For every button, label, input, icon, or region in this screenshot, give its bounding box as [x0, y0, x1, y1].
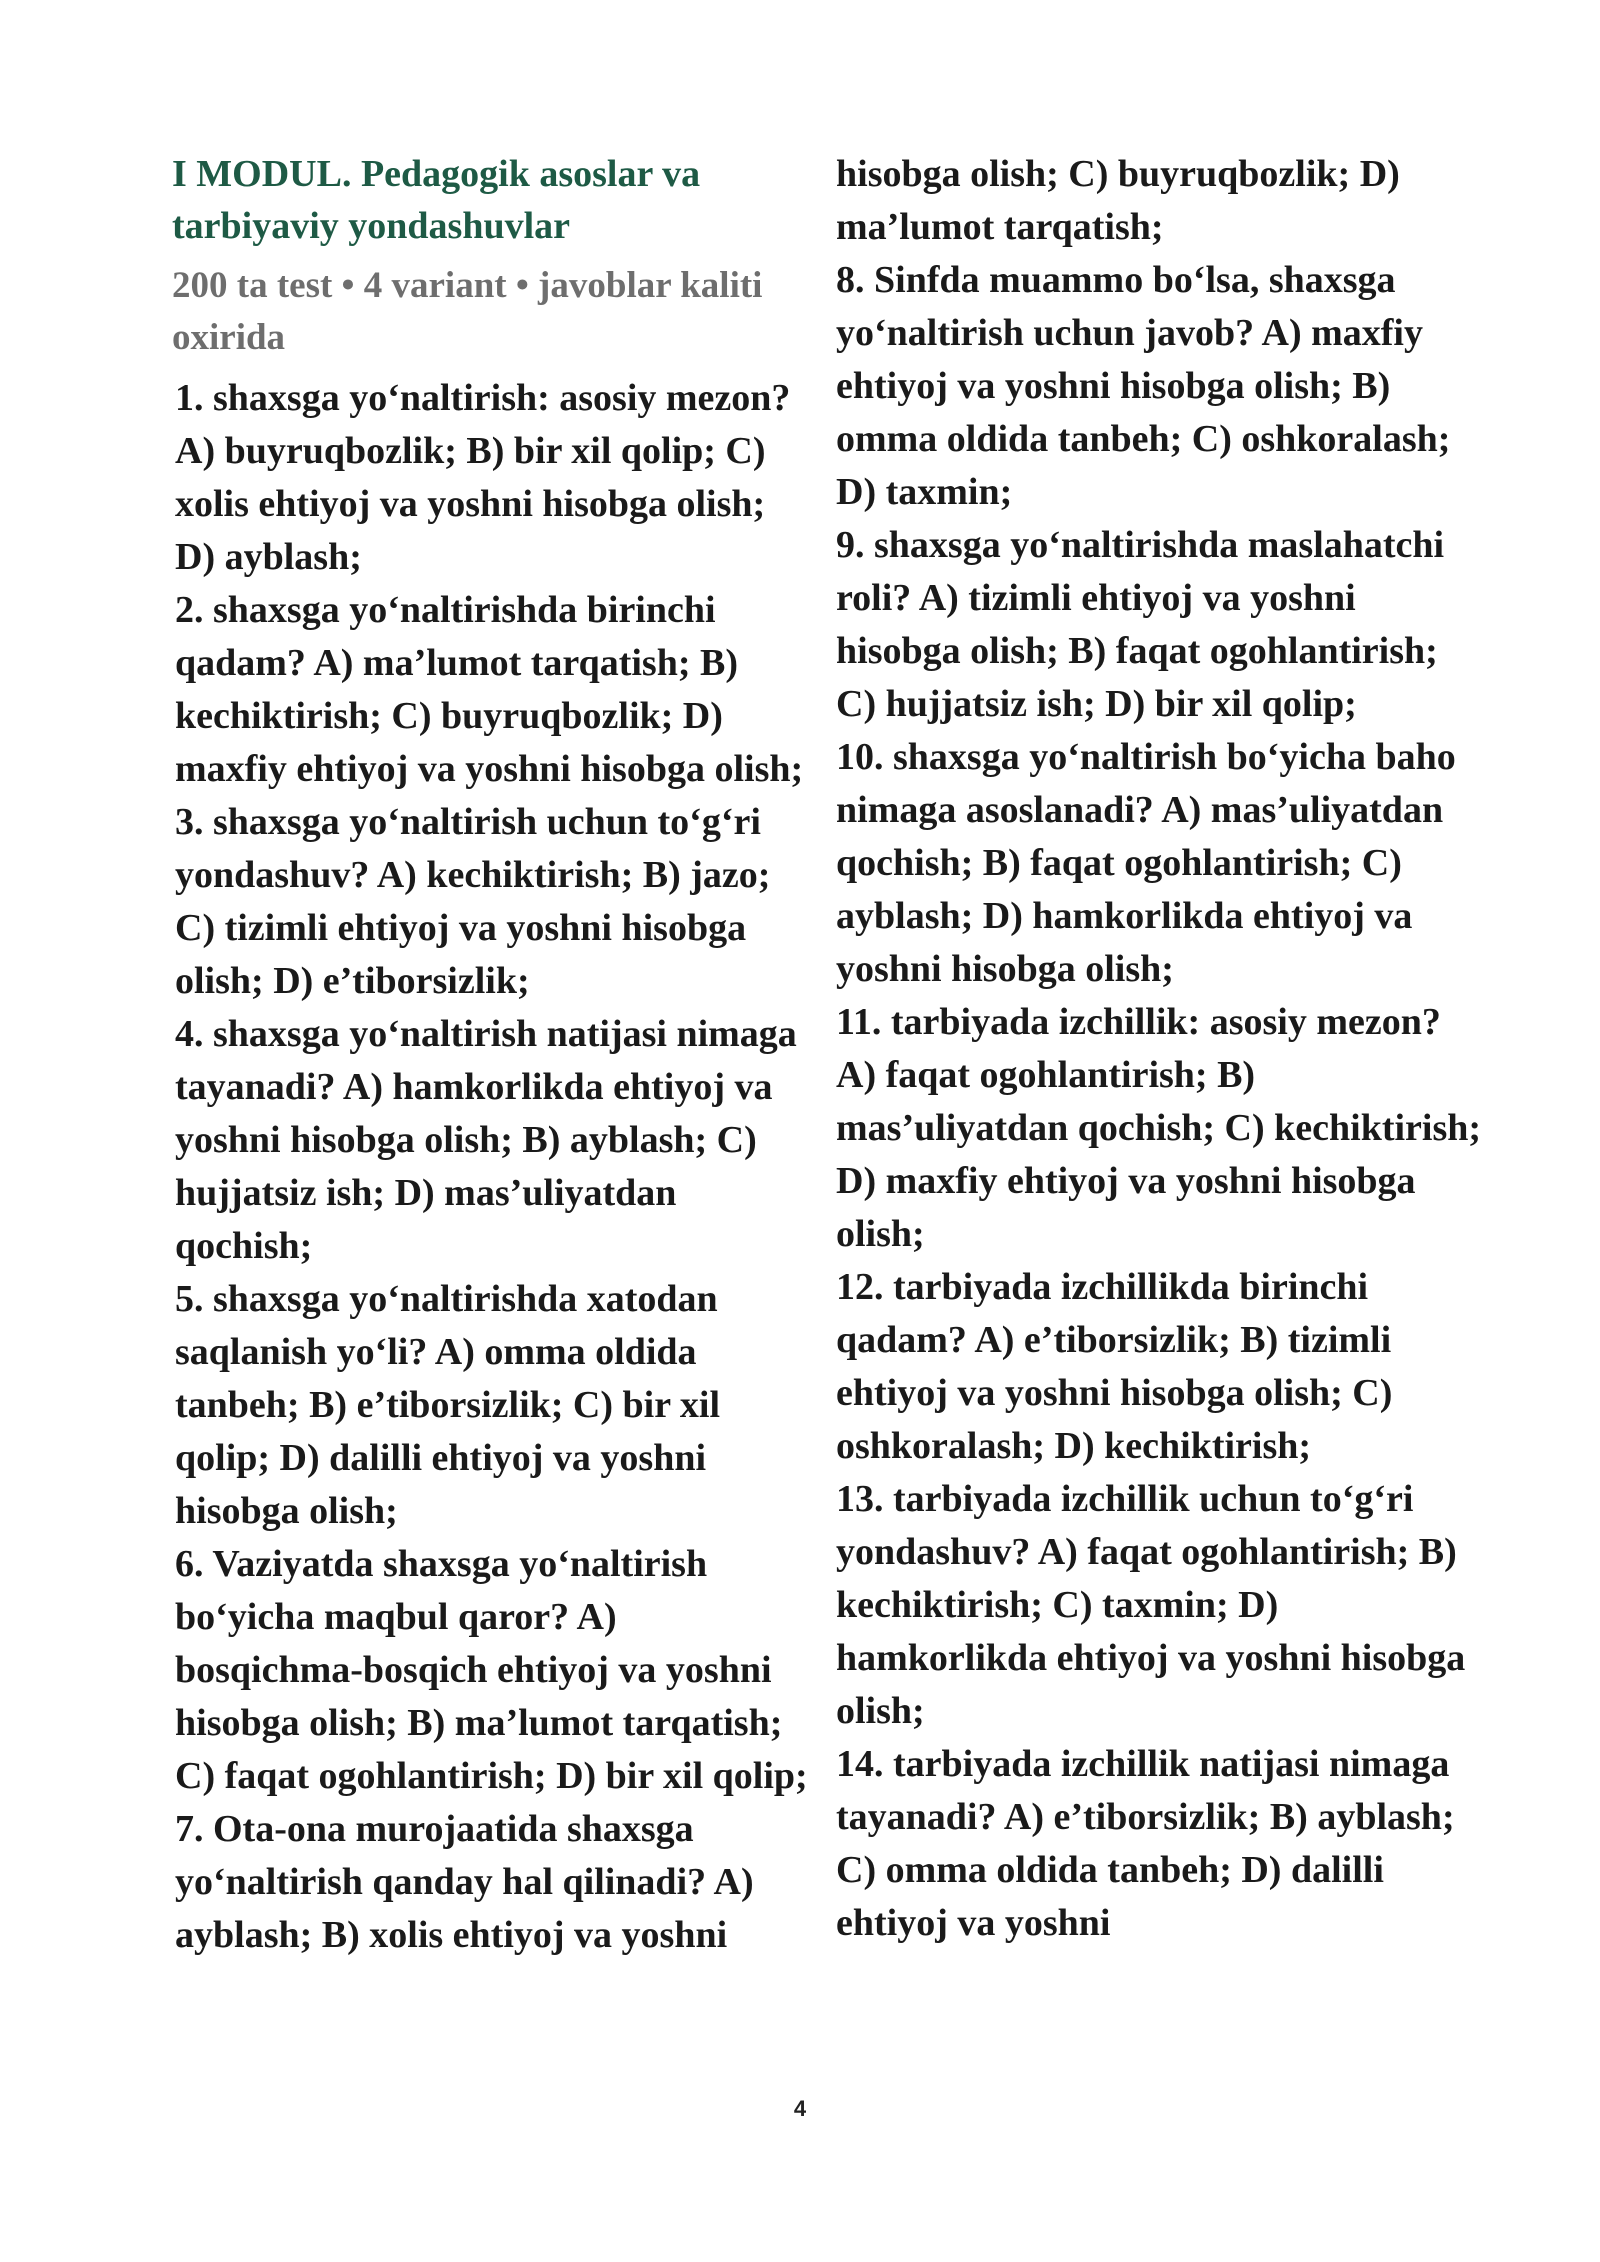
question-1: 1. shaxsga yo‘naltirish: asosiy mezon? A) buyruqbozlik; B) bir xil qolip; C) xolis ehtiyoj va yoshni hisobga olish; D) ayblash;: [175, 377, 791, 578]
question-12: 12. tarbiyada izchillikda birinchi qadam? A) e’tiborsizlik; B) tizimli ehtiyoj va yoshni hisobga olish; C) oshkoralash; D) kechiktirish;: [836, 1266, 1393, 1467]
question-8: 8. Sinfda muammo bo‘lsa, shaxsga yo‘naltirish uchun javob? A) maxfiy ehtiyoj va yoshni hisobga olish; B) omma oldida tanbeh; C) oshkoralash; D) taxmin;: [836, 259, 1451, 513]
module-subtitle: 200 ta test • 4 variant • javoblar kaliti oxirida: [172, 265, 763, 358]
question-6: 6. Vaziyatda shaxsga yo‘naltirish bo‘yicha maqbul qaror? A) bosqichma-bosqich ehtiyoj va yoshni hisobga olish; B) ma’lumot tarqatish; C) faqat ogohlantirish; D) bir xil qolip;: [175, 1543, 808, 1797]
question-3: 3. shaxsga yo‘naltirish uchun to‘g‘ri yondashuv? A) kechiktirish; B) jazo; C) tizimli ehtiyoj va yoshni hisobga olish; D) e’tiborsizlik;: [175, 801, 771, 1002]
right-column: [836, 148, 1486, 1950]
question-13: 13. tarbiyada izchillik uchun to‘g‘ri yondashuv? A) faqat ogohlantirish; B) kechiktirish; C) taxmin; D) hamkorlikda ehtiyoj va yoshni hisobga olish;: [836, 1478, 1466, 1732]
question-4: 4. shaxsga yo‘naltirish natijasi nimaga tayanadi? A) hamkorlikda ehtiyoj va yoshni hisobga olish; B) ayblash; C) hujjatsiz ish; D) mas’uliyatdan qochish;: [175, 1013, 797, 1267]
question-9: 9. shaxsga yo‘naltirishda maslahatchi roli? A) tizimli ehtiyoj va yoshni hisobga olish; B) faqat ogohlantirish; C) hujjatsiz ish; D) bir xil qolip;: [836, 524, 1445, 725]
question-2: 2. shaxsga yo‘naltirishda birinchi qadam? A) ma’lumot tarqatish; B) kechiktirish; C) buyruqbozlik; D) maxfiy ehtiyoj va yoshni hisobga olish;: [175, 589, 804, 790]
question-11: 11. tarbiyada izchillik: asosiy mezon? A) faqat ogohlantirish; B) mas’uliyatdan qochish; C) kechiktirish; D) maxfiy ehtiyoj va yoshni hisobga olish;: [836, 1001, 1482, 1255]
question-14: 14. tarbiyada izchillik natijasi nimaga tayanadi? A) e’tiborsizlik; B) ayblash; C) omma oldida tanbeh; D) dalilli ehtiyoj va yoshni: [836, 1743, 1455, 1944]
question-5: 5. shaxsga yo‘naltirishda xatodan saqlanish yo‘li? A) omma oldida tanbeh; B) e’tiborsizlik; C) bir xil qolip; D) dalilli ehtiyoj va yoshni hisobga olish;: [175, 1278, 721, 1532]
question-7: 7. Ota-ona murojaatida shaxsga yo‘naltirish qanday hal qilinadi? A) ayblash; B) xolis ehtiyoj va yoshni: [175, 1808, 754, 1956]
question-10: 10. shaxsga yo‘naltirish bo‘yicha baho nimaga asoslanadi? A) mas’uliyatdan qochish; B) faqat ogohlantirish; C) ayblash; D) hamkorlikda ehtiyoj va yoshni hisobga olish;: [836, 736, 1456, 990]
page-number: 4: [793, 2096, 807, 2121]
module-title: I MODUL. Pedagogik asoslar va tarbiyaviy yondashuvlar: [172, 153, 701, 247]
question-7-continued: hisobga olish; C) buyruqbozlik; D) ma’lumot tarqatish;: [836, 153, 1400, 248]
left-column: [172, 148, 812, 1962]
